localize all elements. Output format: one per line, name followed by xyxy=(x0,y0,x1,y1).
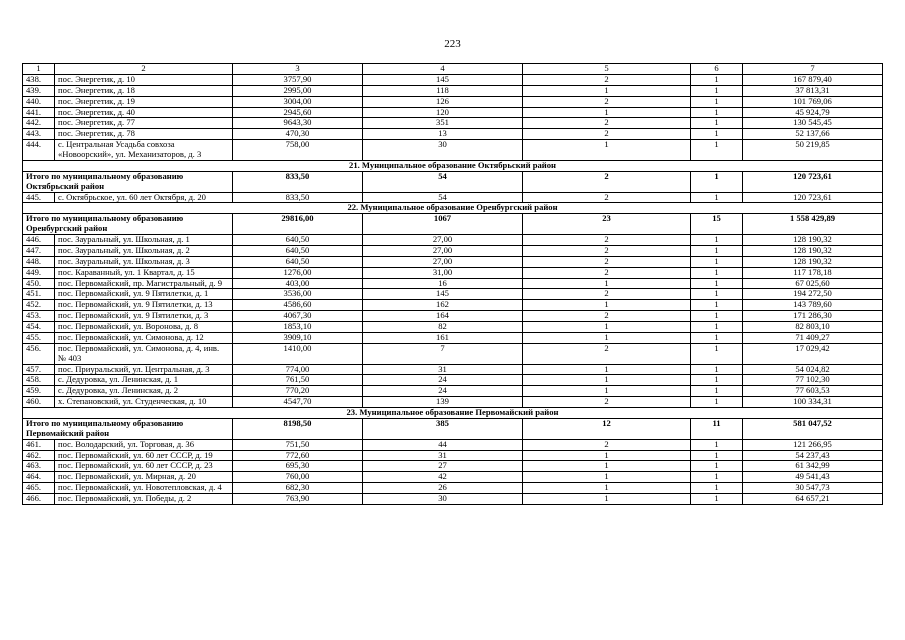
col4-cell: 126 xyxy=(363,96,523,107)
col6-cell: 1 xyxy=(691,245,743,256)
section-title: 21. Муниципальное образование Октябрьский район xyxy=(23,160,883,171)
col5-cell: 1 xyxy=(523,461,691,472)
col4-cell: 24 xyxy=(363,386,523,397)
address-cell: с. Дедуровка, ул. Ленинская, д. 2 xyxy=(55,386,233,397)
row-number-cell: 442. xyxy=(23,118,55,129)
col5-cell: 1 xyxy=(523,364,691,375)
col4-cell: 16 xyxy=(363,278,523,289)
area-cell: 470,30 xyxy=(233,129,363,140)
row-number-cell: 461. xyxy=(23,439,55,450)
row-number-cell: 458. xyxy=(23,375,55,386)
col5-cell: 1 xyxy=(523,450,691,461)
row-number-cell: 459. xyxy=(23,386,55,397)
total-label: Итого по муниципальному образованию Октябрьский район xyxy=(23,171,233,192)
total-col5-cell: 2 xyxy=(523,171,691,192)
total-col4-cell: 1067 xyxy=(363,214,523,235)
amount-cell: 45 924,79 xyxy=(743,107,883,118)
total-area-cell: 8198,50 xyxy=(233,418,363,439)
area-cell: 763,90 xyxy=(233,494,363,505)
col5-cell: 2 xyxy=(523,129,691,140)
col5-cell: 1 xyxy=(523,300,691,311)
col6-cell: 1 xyxy=(691,85,743,96)
area-cell: 751,50 xyxy=(233,439,363,450)
total-area-cell: 833,50 xyxy=(233,171,363,192)
col4-cell: 26 xyxy=(363,483,523,494)
header-cell: 7 xyxy=(743,64,883,75)
address-cell: пос. Первомайский, ул. Новотепловская, д. 4 xyxy=(55,483,233,494)
table-row xyxy=(23,289,883,300)
amount-cell: 77 102,30 xyxy=(743,375,883,386)
area-cell: 640,50 xyxy=(233,256,363,267)
row-number-cell: 441. xyxy=(23,107,55,118)
col5-cell: 2 xyxy=(523,256,691,267)
table-row xyxy=(23,300,883,311)
total-amount-cell: 1 558 429,89 xyxy=(743,214,883,235)
area-cell: 403,00 xyxy=(233,278,363,289)
col4-cell: 161 xyxy=(363,332,523,343)
total-col5-cell: 12 xyxy=(523,418,691,439)
col6-cell: 1 xyxy=(691,483,743,494)
table-row xyxy=(23,118,883,129)
address-cell: пос. Приуральский, ул. Центральная, д. 3 xyxy=(55,364,233,375)
table-row xyxy=(23,494,883,505)
col4-cell: 13 xyxy=(363,129,523,140)
col4-cell: 351 xyxy=(363,118,523,129)
col4-cell: 30 xyxy=(363,140,523,161)
address-cell: пос. Первомайский, ул. 60 лет СССР, д. 23 xyxy=(55,461,233,472)
total-area-cell: 29816,00 xyxy=(233,214,363,235)
address-cell: пос. Зауральный, ул. Школьная, д. 2 xyxy=(55,245,233,256)
col6-cell: 1 xyxy=(691,267,743,278)
col5-cell: 2 xyxy=(523,289,691,300)
address-cell: х. Степановский, ул. Студенческая, д. 10 xyxy=(55,397,233,408)
area-cell: 4067,30 xyxy=(233,311,363,322)
address-cell: пос. Первомайский, ул. Мирная, д. 20 xyxy=(55,472,233,483)
amount-cell: 101 769,06 xyxy=(743,96,883,107)
col5-cell: 2 xyxy=(523,343,691,364)
col4-cell: 145 xyxy=(363,289,523,300)
col4-cell: 120 xyxy=(363,107,523,118)
section-header-row xyxy=(23,160,883,171)
col4-cell: 24 xyxy=(363,375,523,386)
table-row xyxy=(23,386,883,397)
col4-cell: 44 xyxy=(363,439,523,450)
header-cell: 3 xyxy=(233,64,363,75)
address-cell: пос. Первомайский, пр. Магистральный, д. 9 xyxy=(55,278,233,289)
row-number-cell: 457. xyxy=(23,364,55,375)
row-number-cell: 445. xyxy=(23,192,55,203)
table-row xyxy=(23,192,883,203)
amount-cell: 82 803,10 xyxy=(743,322,883,333)
row-number-cell: 450. xyxy=(23,278,55,289)
col5-cell: 2 xyxy=(523,397,691,408)
area-cell: 640,50 xyxy=(233,245,363,256)
col6-cell: 1 xyxy=(691,311,743,322)
area-cell: 1410,00 xyxy=(233,343,363,364)
table-row xyxy=(23,107,883,118)
address-cell: пос. Зауральный, ул. Школьная, д. 3 xyxy=(55,256,233,267)
col4-cell: 31 xyxy=(363,450,523,461)
col6-cell: 1 xyxy=(691,386,743,397)
address-cell: пос. Энергетик, д. 78 xyxy=(55,129,233,140)
col5-cell: 2 xyxy=(523,311,691,322)
header-cell: 5 xyxy=(523,64,691,75)
amount-cell: 61 342,99 xyxy=(743,461,883,472)
amount-cell: 54 237,43 xyxy=(743,450,883,461)
table-row xyxy=(23,140,883,161)
amount-cell: 17 029,42 xyxy=(743,343,883,364)
col4-cell: 145 xyxy=(363,74,523,85)
table-row xyxy=(23,472,883,483)
area-cell: 3909,10 xyxy=(233,332,363,343)
amount-cell: 121 266,95 xyxy=(743,439,883,450)
amount-cell: 167 879,40 xyxy=(743,74,883,85)
col5-cell: 1 xyxy=(523,332,691,343)
area-cell: 1853,10 xyxy=(233,322,363,333)
area-cell: 760,00 xyxy=(233,472,363,483)
col4-cell: 31 xyxy=(363,364,523,375)
area-cell: 3536,00 xyxy=(233,289,363,300)
total-label: Итого по муниципальному образованию Оренбургский район xyxy=(23,214,233,235)
address-cell: пос. Первомайский, ул. 60 лет СССР, д. 19 xyxy=(55,450,233,461)
table-row xyxy=(23,311,883,322)
section-header-row xyxy=(23,203,883,214)
amount-cell: 52 137,66 xyxy=(743,129,883,140)
row-number-cell: 456. xyxy=(23,343,55,364)
table-row xyxy=(23,278,883,289)
row-number-cell: 452. xyxy=(23,300,55,311)
address-cell: с. Дедуровка, ул. Ленинская, д. 1 xyxy=(55,375,233,386)
amount-cell: 117 178,18 xyxy=(743,267,883,278)
col4-cell: 30 xyxy=(363,494,523,505)
row-number-cell: 451. xyxy=(23,289,55,300)
row-number-cell: 453. xyxy=(23,311,55,322)
amount-cell: 50 219,85 xyxy=(743,140,883,161)
area-cell: 695,30 xyxy=(233,461,363,472)
col6-cell: 1 xyxy=(691,235,743,246)
row-number-cell: 447. xyxy=(23,245,55,256)
table-row xyxy=(23,322,883,333)
amount-cell: 194 272,50 xyxy=(743,289,883,300)
col4-cell: 27,00 xyxy=(363,245,523,256)
area-cell: 1276,00 xyxy=(233,267,363,278)
row-number-cell: 448. xyxy=(23,256,55,267)
table-row xyxy=(23,397,883,408)
total-amount-cell: 581 047,52 xyxy=(743,418,883,439)
col6-cell: 1 xyxy=(691,74,743,85)
area-cell: 833,50 xyxy=(233,192,363,203)
section-header-row xyxy=(23,408,883,419)
address-cell: пос. Первомайский, ул. Симонова, д. 12 xyxy=(55,332,233,343)
col4-cell: 42 xyxy=(363,472,523,483)
row-number-cell: 446. xyxy=(23,235,55,246)
total-row xyxy=(23,418,883,439)
col6-cell: 1 xyxy=(691,322,743,333)
address-cell: с. Октябрьское, ул. 60 лет Октября, д. 20 xyxy=(55,192,233,203)
amount-cell: 71 409,27 xyxy=(743,332,883,343)
col6-cell: 1 xyxy=(691,439,743,450)
col6-cell: 1 xyxy=(691,332,743,343)
total-col6-cell: 15 xyxy=(691,214,743,235)
area-cell: 2945,60 xyxy=(233,107,363,118)
amount-cell: 77 603,53 xyxy=(743,386,883,397)
col4-cell: 27,00 xyxy=(363,235,523,246)
col6-cell: 1 xyxy=(691,129,743,140)
section-title: 23. Муниципальное образование Первомайский район xyxy=(23,408,883,419)
row-number-cell: 449. xyxy=(23,267,55,278)
col6-cell: 1 xyxy=(691,494,743,505)
col5-cell: 2 xyxy=(523,245,691,256)
table-row xyxy=(23,256,883,267)
col4-cell: 54 xyxy=(363,192,523,203)
row-number-cell: 465. xyxy=(23,483,55,494)
col6-cell: 1 xyxy=(691,364,743,375)
total-col4-cell: 54 xyxy=(363,171,523,192)
row-number-cell: 444. xyxy=(23,140,55,161)
col6-cell: 1 xyxy=(691,300,743,311)
address-cell: пос. Первомайский, ул. Воронова, д. 8 xyxy=(55,322,233,333)
col5-cell: 1 xyxy=(523,483,691,494)
header-cell: 4 xyxy=(363,64,523,75)
col5-cell: 2 xyxy=(523,192,691,203)
col4-cell: 31,00 xyxy=(363,267,523,278)
col5-cell: 1 xyxy=(523,494,691,505)
address-cell: пос. Первомайский, ул. Победы, д. 2 xyxy=(55,494,233,505)
col5-cell: 1 xyxy=(523,107,691,118)
row-number-cell: 463. xyxy=(23,461,55,472)
total-col6-cell: 11 xyxy=(691,418,743,439)
col6-cell: 1 xyxy=(691,289,743,300)
col4-cell: 139 xyxy=(363,397,523,408)
row-number-cell: 462. xyxy=(23,450,55,461)
col6-cell: 1 xyxy=(691,461,743,472)
amount-cell: 54 024,82 xyxy=(743,364,883,375)
address-cell: с. Центральная Усадьба совхоза «Новоорский», ул. Механизаторов, д. 3 xyxy=(55,140,233,161)
total-row xyxy=(23,214,883,235)
col6-cell: 1 xyxy=(691,397,743,408)
col4-cell: 27 xyxy=(363,461,523,472)
table-row xyxy=(23,85,883,96)
header-cell: 2 xyxy=(55,64,233,75)
area-cell: 770,20 xyxy=(233,386,363,397)
total-label: Итого по муниципальному образованию Первомайский район xyxy=(23,418,233,439)
col4-cell: 164 xyxy=(363,311,523,322)
table-row xyxy=(23,74,883,85)
row-number-cell: 440. xyxy=(23,96,55,107)
col6-cell: 1 xyxy=(691,343,743,364)
table-row xyxy=(23,96,883,107)
total-row xyxy=(23,171,883,192)
amount-cell: 143 789,60 xyxy=(743,300,883,311)
row-number-cell: 454. xyxy=(23,322,55,333)
area-cell: 4547,70 xyxy=(233,397,363,408)
row-number-cell: 438. xyxy=(23,74,55,85)
col5-cell: 1 xyxy=(523,472,691,483)
col5-cell: 1 xyxy=(523,140,691,161)
col5-cell: 2 xyxy=(523,267,691,278)
amount-cell: 49 541,43 xyxy=(743,472,883,483)
table-row xyxy=(23,245,883,256)
total-col4-cell: 385 xyxy=(363,418,523,439)
amount-cell: 67 025,60 xyxy=(743,278,883,289)
row-number-cell: 460. xyxy=(23,397,55,408)
col5-cell: 2 xyxy=(523,118,691,129)
table-row xyxy=(23,483,883,494)
address-cell: пос. Первомайский, ул. 9 Пятилетки, д. 1 xyxy=(55,289,233,300)
address-cell: пос. Первомайский, ул. 9 Пятилетки, д. 3 xyxy=(55,311,233,322)
header-cell: 1 xyxy=(23,64,55,75)
address-cell: пос. Караванный, ул. 1 Квартал, д. 15 xyxy=(55,267,233,278)
table-row xyxy=(23,343,883,364)
col5-cell: 1 xyxy=(523,85,691,96)
table-row xyxy=(23,267,883,278)
address-cell: пос. Энергетик, д. 40 xyxy=(55,107,233,118)
col5-cell: 2 xyxy=(523,439,691,450)
area-cell: 640,50 xyxy=(233,235,363,246)
col5-cell: 2 xyxy=(523,96,691,107)
col6-cell: 1 xyxy=(691,140,743,161)
col5-cell: 1 xyxy=(523,386,691,397)
table-body xyxy=(23,64,883,505)
address-cell: пос. Энергетик, д. 77 xyxy=(55,118,233,129)
area-cell: 682,30 xyxy=(233,483,363,494)
table-row xyxy=(23,129,883,140)
col6-cell: 1 xyxy=(691,278,743,289)
col4-cell: 118 xyxy=(363,85,523,96)
col5-cell: 1 xyxy=(523,278,691,289)
table-row xyxy=(23,450,883,461)
row-number-cell: 455. xyxy=(23,332,55,343)
row-number-cell: 466. xyxy=(23,494,55,505)
area-cell: 4586,60 xyxy=(233,300,363,311)
total-col5-cell: 23 xyxy=(523,214,691,235)
col6-cell: 1 xyxy=(691,118,743,129)
table-row xyxy=(23,332,883,343)
amount-cell: 128 190,32 xyxy=(743,256,883,267)
col5-cell: 2 xyxy=(523,74,691,85)
address-cell: пос. Первомайский, ул. 9 Пятилетки, д. 13 xyxy=(55,300,233,311)
address-cell: пос. Володарский, ул. Торговая, д. 36 xyxy=(55,439,233,450)
row-number-cell: 464. xyxy=(23,472,55,483)
amount-cell: 64 657,21 xyxy=(743,494,883,505)
amount-cell: 128 190,32 xyxy=(743,235,883,246)
amount-cell: 37 813,31 xyxy=(743,85,883,96)
col6-cell: 1 xyxy=(691,96,743,107)
col6-cell: 1 xyxy=(691,472,743,483)
amount-cell: 120 723,61 xyxy=(743,192,883,203)
area-cell: 9643,30 xyxy=(233,118,363,129)
data-table xyxy=(22,63,883,505)
col6-cell: 1 xyxy=(691,192,743,203)
area-cell: 2995,00 xyxy=(233,85,363,96)
address-cell: пос. Энергетик, д. 10 xyxy=(55,74,233,85)
col6-cell: 1 xyxy=(691,375,743,386)
col5-cell: 1 xyxy=(523,375,691,386)
col6-cell: 1 xyxy=(691,256,743,267)
total-col6-cell: 1 xyxy=(691,171,743,192)
table-row xyxy=(23,439,883,450)
amount-cell: 130 545,45 xyxy=(743,118,883,129)
area-cell: 3757,90 xyxy=(233,74,363,85)
amount-cell: 30 547,73 xyxy=(743,483,883,494)
address-cell: пос. Энергетик, д. 18 xyxy=(55,85,233,96)
col4-cell: 82 xyxy=(363,322,523,333)
amount-cell: 100 334,31 xyxy=(743,397,883,408)
amount-cell: 171 286,30 xyxy=(743,311,883,322)
section-title: 22. Муниципальное образование Оренбургский район xyxy=(23,203,883,214)
col6-cell: 1 xyxy=(691,107,743,118)
col5-cell: 2 xyxy=(523,235,691,246)
header-row xyxy=(23,64,883,75)
row-number-cell: 443. xyxy=(23,129,55,140)
col5-cell: 1 xyxy=(523,322,691,333)
page-number: 223 xyxy=(444,38,461,50)
table-row xyxy=(23,375,883,386)
area-cell: 772,60 xyxy=(233,450,363,461)
address-cell: пос. Энергетик, д. 19 xyxy=(55,96,233,107)
table-row xyxy=(23,235,883,246)
col4-cell: 27,00 xyxy=(363,256,523,267)
col4-cell: 7 xyxy=(363,343,523,364)
area-cell: 3004,00 xyxy=(233,96,363,107)
area-cell: 774,00 xyxy=(233,364,363,375)
address-cell: пос. Первомайский, ул. Симонова, д. 4, инв. № 403 xyxy=(55,343,233,364)
header-cell: 6 xyxy=(691,64,743,75)
amount-cell: 128 190,32 xyxy=(743,245,883,256)
col6-cell: 1 xyxy=(691,450,743,461)
address-cell: пос. Зауральный, ул. Школьная, д. 1 xyxy=(55,235,233,246)
table-row xyxy=(23,364,883,375)
col4-cell: 162 xyxy=(363,300,523,311)
row-number-cell: 439. xyxy=(23,85,55,96)
area-cell: 761,50 xyxy=(233,375,363,386)
table-row xyxy=(23,461,883,472)
total-amount-cell: 120 723,61 xyxy=(743,171,883,192)
area-cell: 758,00 xyxy=(233,140,363,161)
